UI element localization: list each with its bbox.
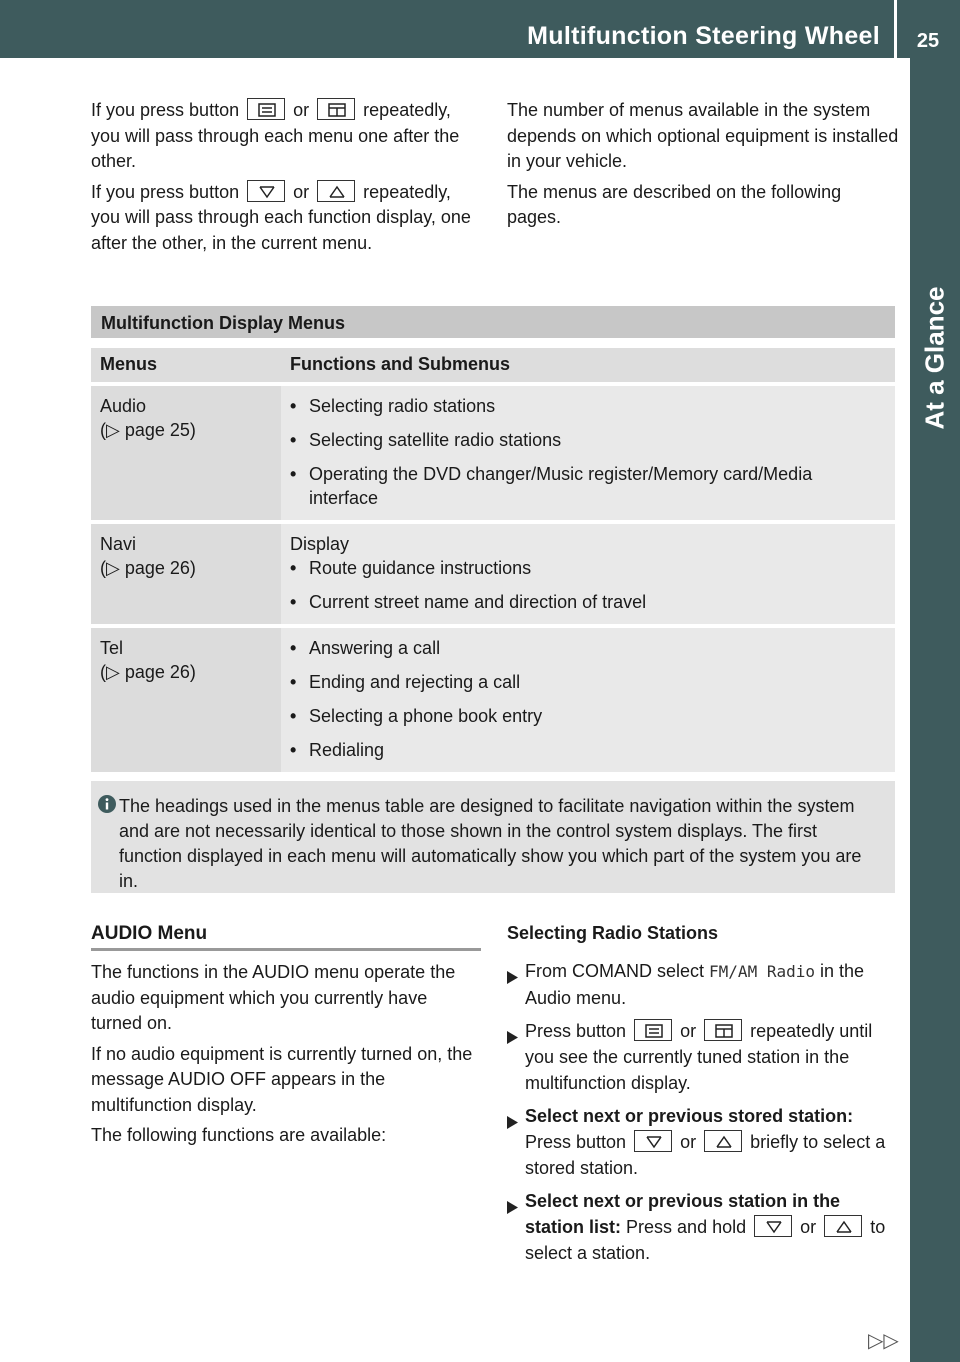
text: Press and hold xyxy=(626,1217,747,1237)
text: or xyxy=(800,1217,817,1237)
continue-marker-icon: ▷▷ xyxy=(868,1330,899,1352)
step-arrow-icon xyxy=(507,1025,518,1051)
list-item: • Operating the DVD changer/Music register/Memory card/Media interface xyxy=(290,462,886,510)
column-header-menus: Menus xyxy=(100,354,158,374)
step xyxy=(507,1188,897,1266)
functions-cell xyxy=(281,386,895,520)
list-item: • Route guidance instructions xyxy=(290,556,886,580)
down-key-icon xyxy=(754,1215,792,1237)
menu-name: Navi xyxy=(100,534,137,554)
audio-menu-heading: AUDIO Menu xyxy=(91,923,208,944)
step xyxy=(507,1018,897,1096)
step-arrow-icon xyxy=(507,1195,518,1221)
table-title: Multifunction Display Menus xyxy=(91,306,895,338)
text: to select a station. xyxy=(525,1217,886,1263)
menu-name: Tel xyxy=(100,638,124,658)
menus-table xyxy=(91,306,895,772)
text: If you press button xyxy=(91,181,240,202)
header-title: Multifunction Steering Wheel xyxy=(527,22,880,50)
section-rule xyxy=(91,948,481,951)
header-bar xyxy=(0,0,960,58)
display-text: FM/AM Radio xyxy=(709,962,815,981)
list-item: • Selecting radio stations xyxy=(290,394,886,418)
paragraph: The functions in the AUDIO menu operate the audio equipment which you currently have turned on. xyxy=(91,962,456,1033)
info-note xyxy=(91,777,895,893)
up-key-icon xyxy=(824,1215,862,1237)
step-arrow-icon xyxy=(507,965,518,991)
page-ref: (▷ page 25) xyxy=(100,420,196,440)
side-tab-label: At a Glance xyxy=(919,286,950,430)
column-header-functions: Functions and Submenus xyxy=(290,354,511,374)
list-item: • Current street name and direction of travel xyxy=(290,590,886,614)
list-item: • Ending and rejecting a call xyxy=(290,670,886,694)
text: or xyxy=(293,100,310,120)
list-item: • Answering a call xyxy=(290,636,886,660)
step-arrow-icon xyxy=(507,1110,518,1136)
up-key-icon xyxy=(704,1130,742,1152)
menu-cell xyxy=(91,524,281,624)
intro-right xyxy=(507,98,899,236)
paragraph: The following functions are available: xyxy=(91,1125,387,1145)
list-item: • Selecting a phone book entry xyxy=(290,704,886,728)
text: in the Audio menu. xyxy=(525,961,865,1008)
text: briefly to select a stored station. xyxy=(525,1132,886,1178)
side-tab xyxy=(910,58,960,1362)
menu-back-key-icon xyxy=(247,98,285,120)
text: repeatedly until you see the currently tuned station in the multifunction display. xyxy=(525,1021,873,1093)
table-row xyxy=(91,520,895,624)
menu-forward-key-icon xyxy=(317,98,355,120)
step-title: Select next or previous station in the station list: xyxy=(525,1191,841,1237)
intro-left-p2 xyxy=(91,180,481,257)
steps-list xyxy=(507,958,897,1273)
up-key-icon xyxy=(317,180,355,202)
info-icon xyxy=(98,795,116,820)
page-number: 25 xyxy=(916,30,940,52)
menu-back-key-icon xyxy=(634,1019,672,1041)
list-item: • Selecting satellite radio stations xyxy=(290,428,886,452)
down-key-icon xyxy=(634,1130,672,1152)
cell-lead: Display xyxy=(290,534,350,554)
intro-left-p1 xyxy=(91,98,481,175)
menu-forward-key-icon xyxy=(704,1019,742,1041)
text: or xyxy=(680,1021,697,1041)
step-title: Select next or previous stored station: xyxy=(525,1106,854,1126)
info-text: The headings used in the menus table are designed to facilitate navigation within the system and are not necessarily identical to those shown in the control system displays. The first function displayed in each menu will automatically show you which part of the system you are in. xyxy=(119,796,862,891)
page-ref: (▷ page 26) xyxy=(100,558,196,578)
text: or xyxy=(293,181,310,202)
audio-menu-body xyxy=(91,960,483,1154)
header-divider xyxy=(894,0,897,58)
menu-name: Audio xyxy=(100,396,147,416)
functions-cell xyxy=(281,628,895,772)
paragraph: If no audio equipment is currently turned on, the message AUDIO OFF appears in the multifunction display. xyxy=(91,1043,473,1115)
down-key-icon xyxy=(247,180,285,202)
table-row xyxy=(91,624,895,772)
intro-right-p2: The menus are described on the following pages. xyxy=(507,181,842,227)
text: From COMAND select xyxy=(525,961,705,981)
step xyxy=(507,1103,897,1181)
intro-right-p1: The number of menus available in the system depends on which optional equipment is installed in your vehicle. xyxy=(507,100,899,171)
text: Press button xyxy=(525,1132,627,1152)
table-header-row xyxy=(91,348,895,382)
text: Press button xyxy=(525,1021,627,1041)
list-item: • Redialing xyxy=(290,738,886,762)
menu-cell xyxy=(91,386,281,520)
intro-left xyxy=(91,98,481,261)
text: repeatedly, you will pass through each menu one after the other. xyxy=(91,100,460,171)
menu-cell xyxy=(91,628,281,772)
text: repeatedly, you will pass through each function display, one after the other, in the current menu. xyxy=(91,181,471,253)
selecting-heading: Selecting Radio Stations xyxy=(507,923,719,943)
functions-cell xyxy=(281,524,895,624)
page-ref: (▷ page 26) xyxy=(100,662,196,682)
text: If you press button xyxy=(91,100,240,120)
table-row xyxy=(91,382,895,520)
step xyxy=(507,958,897,1011)
text: or xyxy=(680,1132,697,1152)
